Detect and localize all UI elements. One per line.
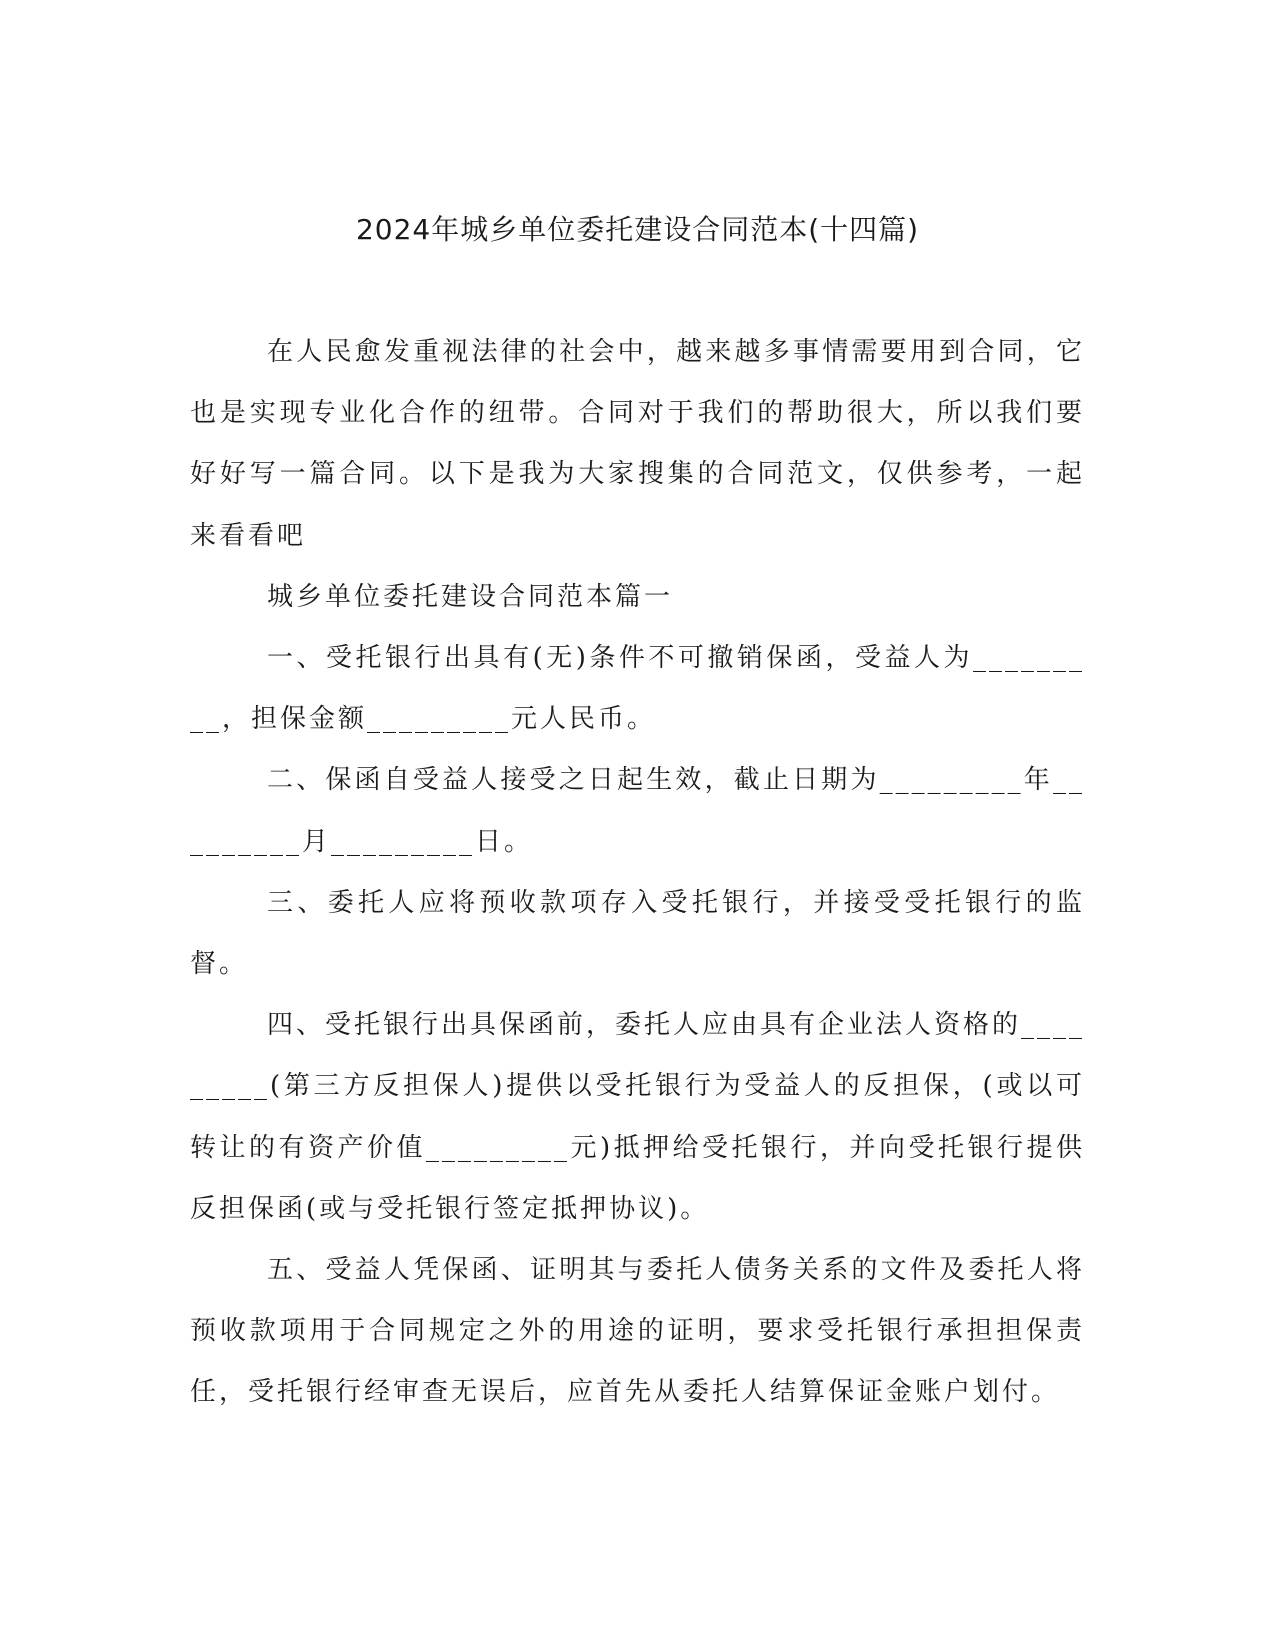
intro-paragraph: 在人民愈发重视法律的社会中，越来越多事情需要用到合同，它也是实现专业化合作的纽带。合同对于我们的帮助很大，所以我们要好好写一篇合同。以下是我为大家搜集的合同范文，仅供参考，一起来看看吧 (190, 337, 1085, 551)
section-heading: 城乡单位委托建设合同范本篇一 (267, 581, 674, 612)
clause-5: 五、受益人凭保函、证明其与委托人债务关系的文件及委托人将预收款项用于合同规定之外的用途的证明，要求受托银行承担担保责任，受托银行经审查无误后，应首先从委托人结算保证金账户划付。 (190, 1255, 1085, 1408)
clause-4: 四、受托银行出具保函前，委托人应由具有企业法人资格的_________(第三方反担保人)提供以受托银行为受益人的反担保，(或以可转让的有资产价值_________元)抵押给受托银行，并向受托银行提供反担保函(或与受托银行签定抵押协议)。 (190, 1010, 1086, 1224)
document-title: 2024年城乡单位委托建设合同范本(十四篇) (355, 213, 920, 246)
clause-1: 一、受托银行出具有(无)条件不可撤销保函，受益人为_________，担保金额_________元人民币。 (190, 643, 1085, 735)
document-body (190, 322, 1085, 1424)
clause-2: 二、保函自受益人接受之日起生效，截止日期为_________年_________月_________日。 (190, 765, 1085, 857)
clause-3: 三、委托人应将预收款项存入受托银行，并接受受托银行的监督。 (190, 887, 1085, 980)
